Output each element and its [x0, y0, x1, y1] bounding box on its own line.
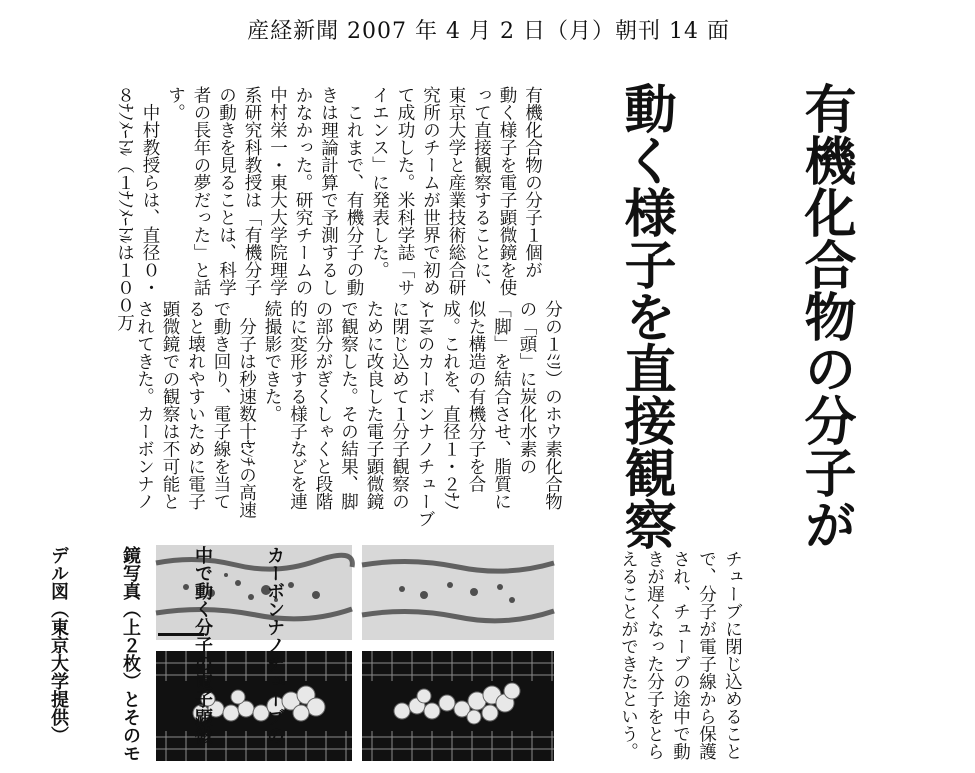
article-column: 有機化合物の分子１個が [522, 86, 543, 279]
article-column: 究所のチームが世界で初め [420, 86, 441, 296]
article-column: 的に変形する様子などを連 [287, 300, 308, 510]
article-column: す。 [165, 86, 186, 121]
article-column: 似た構造の有機分子を合 [466, 300, 486, 493]
article-column: 系研究科教授は「有機分子 [242, 86, 262, 296]
article-column: ために改良した電子顕微鏡 [364, 300, 384, 510]
article-column: ８ﾅﾉﾒｰﾄﾙ（１ﾅﾉﾒｰﾄﾙは１００万 [114, 86, 135, 331]
article-column: 分子は秒速数十ｾﾝﾁの高速 [236, 300, 257, 519]
molecule-model-right [362, 651, 554, 761]
article-column: で観察した。その結果、脚 [338, 300, 359, 510]
article-column: かなかった。研究チームの [293, 86, 313, 296]
article-column: 分の１ﾐﾘ）のホウ素化合物 [542, 300, 563, 510]
figure-caption [22, 546, 334, 760]
article-column: され、チューブの途中で動 [670, 550, 691, 760]
caption-line: 鏡写真（上２枚）とそのモ [120, 546, 141, 762]
article-column: 動く様子を電子顕微鏡を使 [497, 86, 517, 296]
article-column: きが遅くなった分子をとら [644, 550, 665, 760]
article-column: って直接観察することに、 [471, 86, 492, 296]
article-column: これまで、有機分子の動 [344, 86, 364, 296]
article-column: 顕微鏡での観察は不可能と [160, 300, 180, 510]
article-column: 東京大学と産業技術総合研 [446, 86, 466, 296]
article-column: ﾒｰﾄﾙのカーボンナノチューブ [415, 300, 435, 528]
caption-line: デル図（東京大学提供） [48, 546, 69, 744]
article-column: の「頭」に炭化水素の [517, 300, 537, 475]
article-column: 中村栄一・東大大学院理学 [267, 86, 288, 296]
article-column: 成。これを、直径１・２ﾅﾉ [440, 300, 461, 510]
headline [555, 82, 975, 550]
caption-line: カーボンナノチューブの [264, 546, 285, 744]
headline-line-2: 動く様子を直接観察 [615, 82, 675, 550]
caption-line: 中で動く分子の電子顕微 [192, 546, 213, 744]
article-column: チューブに閉じ込めること [722, 550, 743, 760]
article-column: に閉じ込めて１分子観察の [389, 300, 410, 510]
article-column: の動きを見ることは、科学 [216, 86, 237, 296]
article-column: イエンス」に発表した。 [369, 86, 390, 279]
article-column: きは理論計算で予測するし [318, 86, 339, 296]
article-column: ると壊れやすいために電子 [185, 300, 206, 510]
article-column: 中村教授らは、直径０・ [140, 86, 160, 296]
article-column: の部分がぎくしゃくと段階 [313, 300, 333, 510]
headline-line-1: 有機化合物の分子が [795, 82, 855, 550]
article-column: で動き回り、電子線を当て [211, 300, 231, 510]
article-column: 者の長年の夢だった」と話 [191, 86, 211, 296]
article-column: 「脚」を結合させ、脂質に [491, 300, 512, 510]
header-source-line: 産経新聞 2007 年 4 月 2 日（月）朝刊 14 面 [247, 19, 730, 44]
article-column: て成功した。米科学誌「サ [395, 86, 415, 296]
article-column: されてきた。カーボンナノ [134, 300, 155, 510]
micrograph-right [362, 545, 554, 640]
article-column: えることができたという。 [618, 550, 639, 760]
article-column: 続撮影できた。 [262, 300, 282, 423]
article-column: で、分子が電子線から保護 [696, 550, 717, 760]
